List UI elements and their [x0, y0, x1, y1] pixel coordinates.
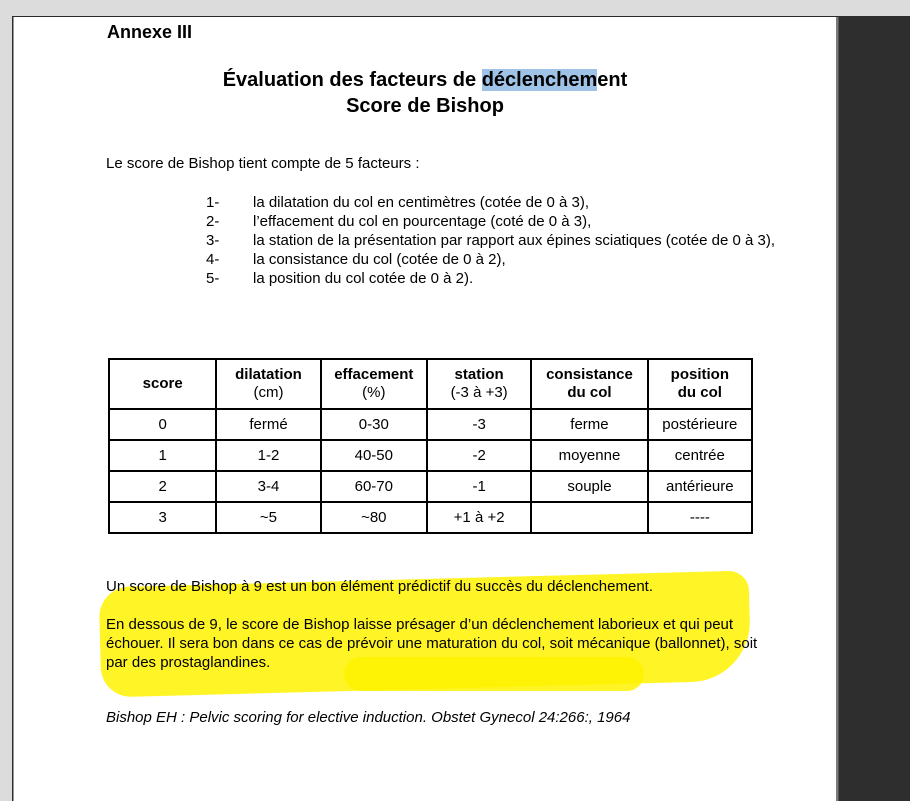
title-text-start: Évaluation des facteurs de: [222, 69, 482, 91]
table-cell: ----: [648, 502, 752, 533]
table-cell: ferme: [531, 409, 647, 440]
table-cell: 40-50: [321, 440, 427, 471]
table-cell: 2: [109, 471, 216, 502]
table-header-row: [109, 359, 752, 409]
list-item: 3- la station de la présentation par rapport aux épines sciatiques (cotée de 0 à 3),: [206, 232, 775, 249]
list-item: 4- la consistance du col (cotée de 0 à 2),: [206, 251, 506, 268]
table-cell: moyenne: [531, 440, 647, 471]
highlighted-paragraph: En dessous de 9, le score de Bishop laisse présager d’un déclenchement laborieux et qui peut échouer. Il sera bon dans ce cas de prévoir une maturation du col, soit mécanique (ballonnet), soit par des prostaglandines.: [106, 616, 758, 671]
table-cell: -3: [427, 409, 531, 440]
list-item: 2- l’effacement du col en pourcentage (coté de 0 à 3),: [206, 213, 592, 230]
table-cell: +1 à +2: [427, 502, 531, 533]
table-cell: 3: [109, 502, 216, 533]
table-row: [109, 502, 752, 533]
table-row: [109, 409, 752, 440]
intro-paragraph: Le score de Bishop tient compte de 5 facteurs :: [106, 155, 420, 172]
table-cell: centrée: [648, 440, 752, 471]
table-cell: fermé: [216, 409, 320, 440]
table-header-cell: score: [109, 359, 216, 409]
table-cell: 0: [109, 409, 216, 440]
viewer-toolbar-area: [0, 0, 910, 16]
table-cell: 1: [109, 440, 216, 471]
viewer-background: [838, 16, 910, 801]
table-cell: ~80: [321, 502, 427, 533]
table-cell: [531, 502, 647, 533]
annexe-label: Annexe III: [107, 22, 193, 42]
factor-list: [206, 193, 776, 288]
table-cell: postérieure: [648, 409, 752, 440]
document-title: [14, 69, 836, 92]
table-header-cell: station (-3 à +3): [427, 359, 531, 409]
table-row: [109, 440, 752, 471]
table-header-cell: position du col: [648, 359, 752, 409]
document-page: [13, 17, 838, 801]
viewer-left-gutter: [0, 0, 12, 801]
table-header-cell: consistance du col: [531, 359, 647, 409]
list-item: 5- la position du col cotée de 0 à 2).: [206, 270, 474, 287]
bishop-conclusion-paragraph: Un score de Bishop à 9 est un bon élément prédictif du succès du déclenchement.: [106, 578, 653, 595]
table-cell: 0-30: [321, 409, 427, 440]
selected-text[interactable]: déclenchem: [481, 69, 598, 91]
table-cell: 3-4: [216, 471, 320, 502]
citation: Bishop EH : Pelvic scoring for elective induction. Obstet Gynecol 24:266:, 1964: [106, 709, 631, 726]
bishop-score-table: [108, 358, 753, 534]
list-item: 1- la dilatation du col en centimètres (cotée de 0 à 3),: [206, 194, 590, 211]
table-cell: souple: [531, 471, 647, 502]
table-cell: ~5: [216, 502, 320, 533]
table-cell: 60-70: [321, 471, 427, 502]
table-cell: -2: [427, 440, 531, 471]
table-header-cell: effacement (%): [321, 359, 427, 409]
table-row: [109, 471, 752, 502]
title-text-end: ent: [597, 69, 628, 91]
document-subtitle: Score de Bishop: [346, 95, 504, 117]
table-header-cell: dilatation (cm): [216, 359, 320, 409]
table-cell: -1: [427, 471, 531, 502]
table-cell: antérieure: [648, 471, 752, 502]
table-cell: 1-2: [216, 440, 320, 471]
